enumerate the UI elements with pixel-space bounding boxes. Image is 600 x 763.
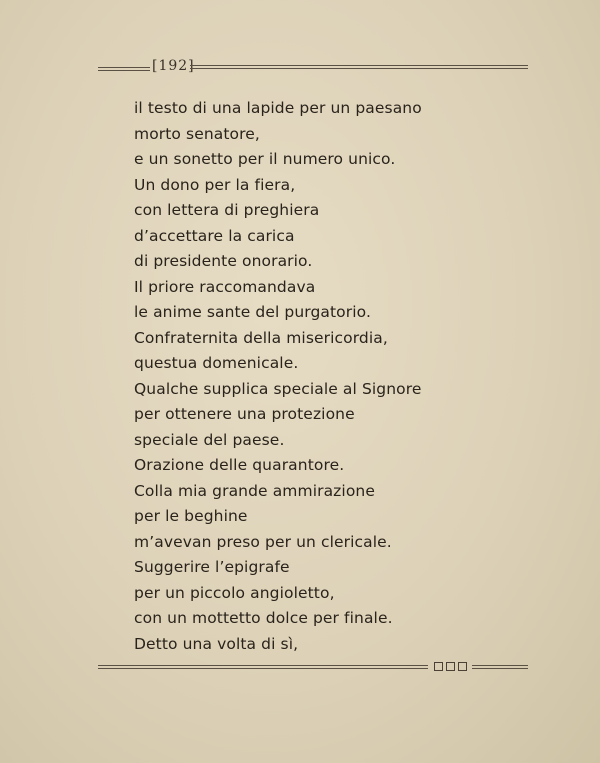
poem-line: m’avevan preso per un clericale.: [134, 532, 392, 551]
poem-line: e un sonetto per il numero unico.: [134, 150, 396, 168]
poem-line: il testo di una lapide per un paesano: [134, 99, 422, 117]
square-ornament-icon: [434, 662, 443, 671]
poem-line: Colla mia grande ammirazione: [134, 481, 375, 500]
poem-line: per ottenere una protezione: [134, 405, 355, 423]
poem-line: questua domenicale.: [134, 354, 299, 372]
page-footer: [98, 660, 528, 676]
poem-line: speciale del paese.: [134, 430, 285, 449]
square-ornament-icon: [458, 662, 467, 671]
poem-text: [134, 96, 464, 657]
poem-line: per un piccolo angioletto,: [134, 583, 335, 602]
header-rule-left: [98, 67, 150, 71]
poem-line: con un mottetto dolce per finale.: [134, 609, 393, 627]
poem-line: Un dono per la fiera,: [134, 175, 296, 194]
poem-line: di presidente onorario.: [134, 252, 313, 270]
square-ornament-icon: [446, 662, 455, 671]
poem-line: Qualche supplica speciale al Signore: [134, 379, 422, 398]
poem-line: Confraternita della misericordia,: [134, 328, 388, 347]
poem-line: le anime sante del purgatorio.: [134, 303, 371, 321]
page-number: [192]: [152, 58, 195, 74]
poem-line: d’accettare la carica: [134, 226, 295, 245]
poem-line: per le beghine: [134, 507, 248, 525]
poem-line: Suggerire l’epigrafe: [134, 558, 290, 576]
poem-line: Detto una volta di sì,: [134, 634, 299, 653]
page-header: [98, 58, 528, 80]
poem-line: Orazione delle quarantore.: [134, 456, 345, 474]
footer-rule-right: [472, 665, 528, 669]
footer-ornament: [434, 662, 468, 672]
header-rule-right: [190, 65, 528, 69]
poem-line: morto senatore,: [134, 124, 260, 143]
footer-rule-left: [98, 665, 428, 669]
poem-line: con lettera di preghiera: [134, 201, 320, 219]
poem-line: Il priore raccomandava: [134, 277, 316, 296]
